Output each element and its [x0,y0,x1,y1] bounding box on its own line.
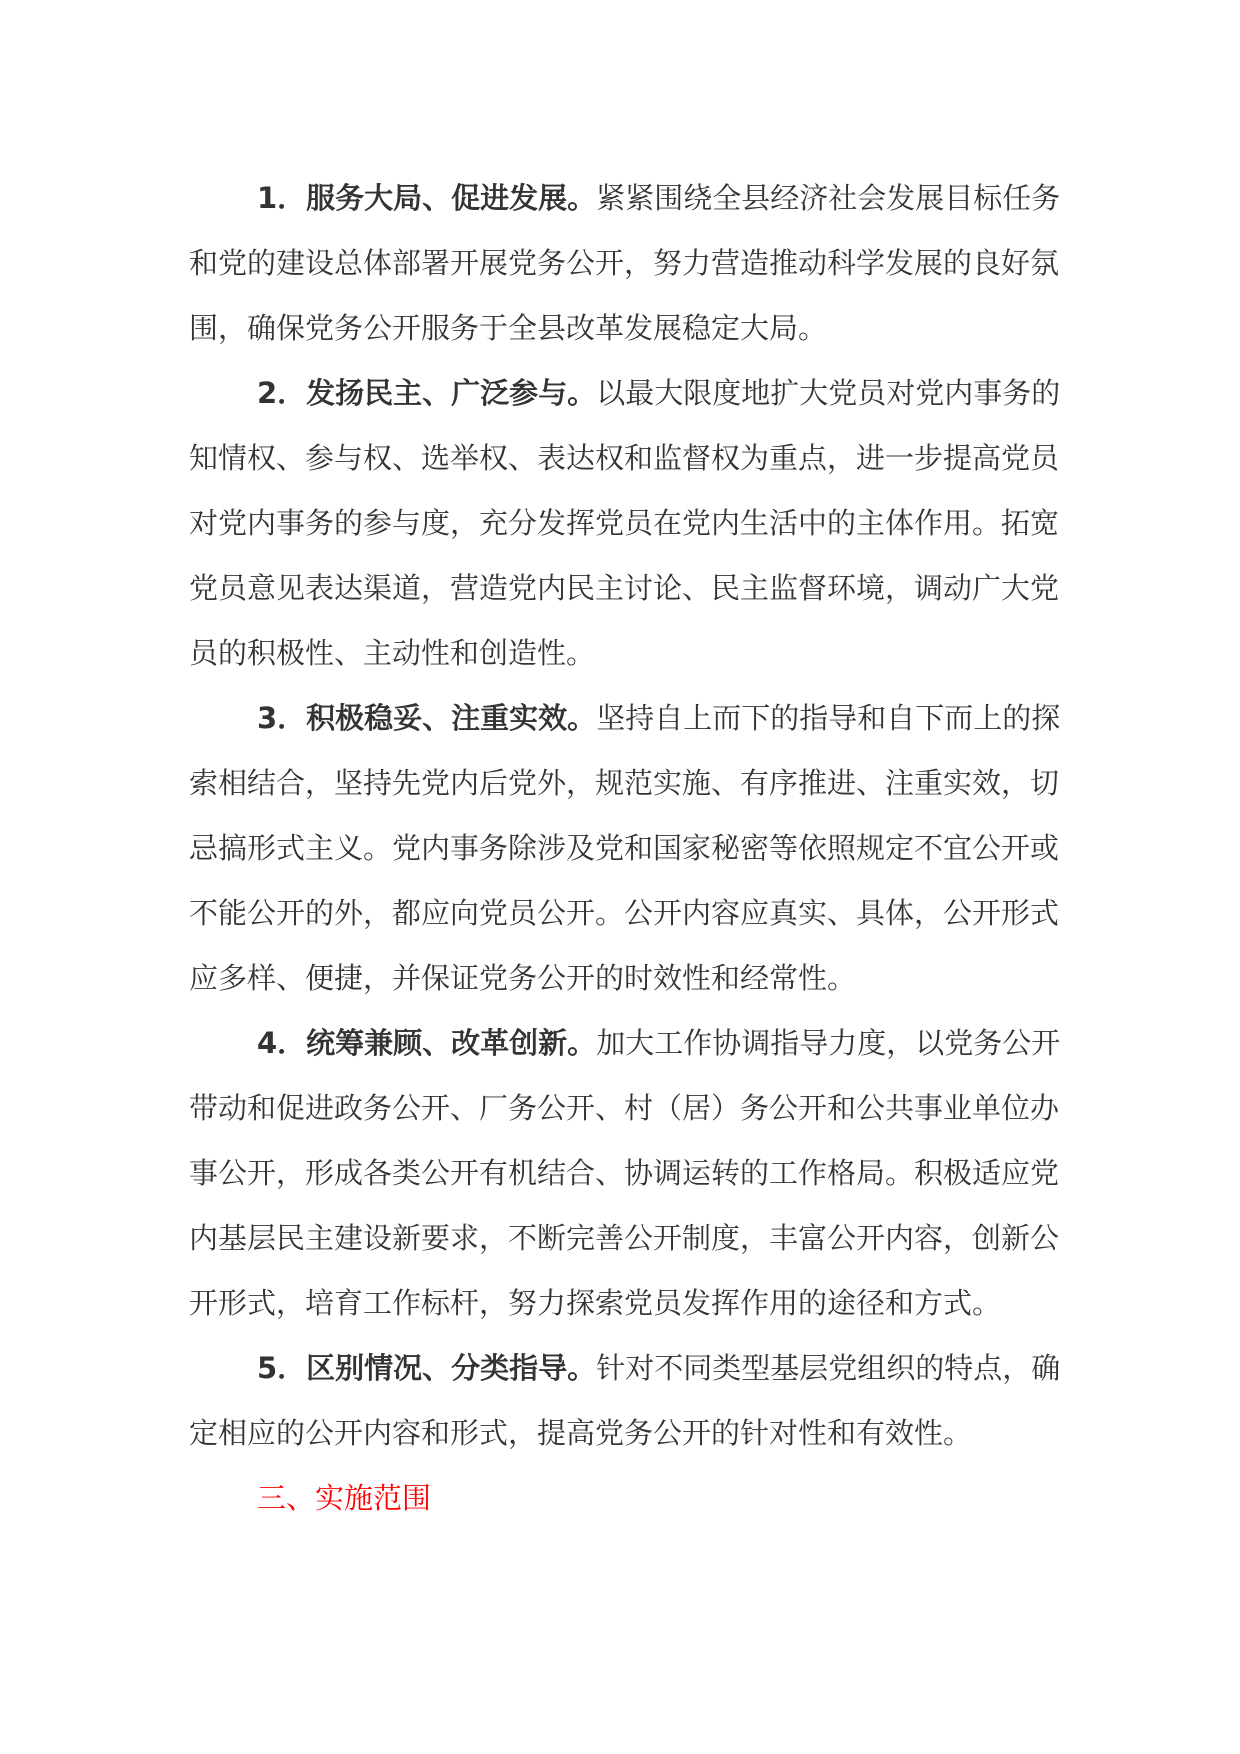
principle-paragraph-3 [189,686,1065,1011]
principle-2-lead: 2．发扬民主、广泛参与。 [257,376,597,410]
principle-1-body: 紧紧围绕全县经济社会发展目标任务和党的建设总体部署开展党务公开，努力营造推动科学发展的良好氛围，确保党务公开服务于全县改革发展稳定大局。 [189,181,1061,345]
principle-paragraph-1 [189,166,1065,361]
principle-3-body: 坚持自上而下的指导和自下而上的探索相结合，坚持先党内后党外，规范实施、有序推进、注重实效，切忌搞形式主义。党内事务除涉及党和国家秘密等依照规定不宜公开或不能公开的外，都应向党员公开。公开内容应真实、具体，公开形式应多样、便捷，并保证党务公开的时效性和经常性。 [189,701,1061,995]
section-heading: 三、实施范围 [257,1481,432,1515]
principle-4-body: 加大工作协调指导力度，以党务公开带动和促进政务公开、厂务公开、村（居）务公开和公共事业单位办事公开，形成各类公开有机结合、协调运转的工作格局。积极适应党内基层民主建设新要求，不断完善公开制度，丰富公开内容，创新公开形式，培育工作标杆，努力探索党员发挥作用的途径和方式。 [189,1026,1061,1320]
principle-5-lead: 5．区别情况、分类指导。 [257,1351,597,1385]
principle-5-body: 针对不同类型基层党组织的特点，确定相应的公开内容和形式，提高党务公开的针对性和有效性。 [189,1351,1061,1450]
principle-3-lead: 3．积极稳妥、注重实效。 [257,701,597,735]
principle-1-lead: 1．服务大局、促进发展。 [257,181,597,215]
principle-paragraph-2 [189,361,1065,686]
document-body [189,166,1065,1531]
principle-paragraph-4 [189,1011,1065,1336]
principle-2-body: 以最大限度地扩大党员对党内事务的知情权、参与权、选举权、表达权和监督权为重点，进一步提高党员对党内事务的参与度，充分发挥党员在党内生活中的主体作用。拓宽党员意见表达渠道，营造党内民主讨论、民主监督环境，调动广大党员的积极性、主动性和创造性。 [189,376,1061,670]
principle-4-lead: 4．统筹兼顾、改革创新。 [257,1026,597,1060]
principle-paragraph-5 [189,1336,1065,1466]
